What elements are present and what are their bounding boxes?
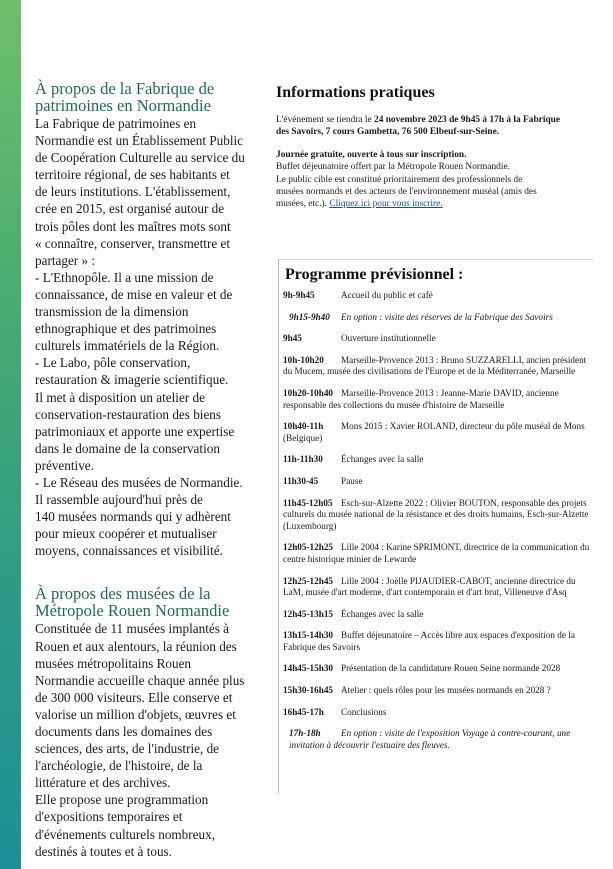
program-row [279, 685, 593, 697]
program-row [279, 333, 593, 345]
program-description: Atelier : quels rôles pour les musées normands en 2028 ? [341, 685, 551, 696]
program-row [279, 663, 593, 675]
program-time: 11h45-12h05 [283, 497, 333, 508]
program-time: 12h25-12h45 [283, 575, 334, 586]
venue-address: des Savoirs, 7 cours Gambetta, 76 500 Elbeuf-sur-Seine. [276, 127, 500, 138]
free-entry-text: Journée gratuite, ouverte à tous sur inscription. [276, 149, 467, 160]
lunch-note: Buffet déjeunatoire offert par la Métropole Rouen Normandie. [276, 162, 510, 173]
program-description: Marseille-Provence 2013 : Bruno SUZZARELLI, ancien président du Mucem, musée des civilisations de l'Europe et de la Méditerranée, Marseille [283, 354, 587, 377]
program-description: En option : visite des réserves de la Fabrique des Savoirs [341, 311, 553, 322]
venue-prefix: L'événement se tiendra le [276, 115, 374, 125]
program-box [278, 259, 593, 793]
program-time: 10h-10h20 [283, 354, 324, 365]
program-time: 15h30-16h45 [283, 685, 334, 696]
program-description: Ouverture institutionnelle [341, 333, 436, 344]
program-row [279, 312, 593, 324]
program-time: 9h15-9h40 [289, 311, 330, 322]
program-list [279, 290, 593, 751]
program-row [279, 421, 593, 444]
program-row [279, 388, 593, 411]
program-description: Conclusions [341, 706, 387, 717]
program-time: 12h45-13h15 [283, 608, 334, 619]
program-description: Lille 2004 : Joëlle PIJAUDIER-CABOT, ancienne directrice du LaM, musée d'art moderne, d'art contemporain et d'art brut, Villeneuve d'Asq [283, 575, 576, 598]
musees-section [35, 585, 263, 859]
program-time: 10h20-10h40 [283, 387, 334, 398]
program-time: 12h05-12h25 [283, 542, 334, 553]
program-time: 16h45-17h [283, 706, 324, 717]
public-line-2: musées normands et des acteurs de l'environnement muséal (amis des [276, 187, 537, 198]
program-description: Buffet déjeunatoire – Accès libre aux espaces d'exposition de la Fabrique des Savoirs [283, 630, 575, 652]
program-time: 13h15-14h30 [283, 630, 334, 641]
program-time: 17h-18h [289, 728, 321, 739]
program-description: Échanges avec la salle [341, 454, 424, 465]
program-description: En option : visite de l'exposition Voyage à contre-courant, une invitation à découvrir l'estuaire des fleuves. [289, 728, 571, 750]
fabrique-body: La Fabrique de patrimoines en Normandie est un Établissement Public de Coopération Culturelle au service du territoire régional, de ses habitants et de leurs institutions. L'établissement, crée en 2015, est organisé autour de trois pôles dont les maîtres mots sont « connaître, conserver, transmettre et partager » : - L'Ethnopôle. Il a une mission de connaissance, de mise en valeur et de transmission de la dimension ethnographique et des patrimoines culturels immatériels de la Région. - Le Labo, pôle conservation, restauration & imagerie scientifique. Il met à disposition un atelier de conservation-restauration des biens patrimoniaux et apporte une expertise dans le domaine de la conservation préventive. - Le Réseau des musées de Normandie. Il rassemble aujourd'hui près de 140 musées normands qui y adhèrent pour mieux coopérer et mutualiser moyens, connaissances et visibilité. [35, 116, 245, 559]
program-time: 9h45 [283, 333, 302, 344]
program-description: Lille 2004 : Karine SPRIMONT, directrice de la communication du centre historique minier de Lewarde [283, 542, 590, 564]
program-description: Esch-sur-Alzette 2022 : Olivier BOUTON, responsable des projets culturels du musée national de la résistance et des droits humains, Esch-sur-Alzette (Luxembourg) [283, 497, 589, 531]
program-heading: Programme prévisionnel : [285, 266, 464, 283]
program-description: Marseille-Provence 2013 : Jeanne-Marie DAVID, ancienne responsable des collections du musée d'histoire de Marseille [283, 387, 559, 410]
public-line-1: Le public cible est constitué prioritairement des professionnels de [276, 174, 523, 185]
venue-text [276, 114, 591, 139]
info-heading: Informations pratiques [276, 84, 435, 101]
program-row [279, 576, 593, 599]
fabrique-heading: À propos de la Fabrique de patrimoines en Normandie [35, 79, 215, 115]
public-line-3-text: musées, etc.). [276, 199, 330, 210]
practical-info [276, 84, 591, 211]
register-link[interactable]: Cliquez ici pour vous inscrire. [329, 199, 443, 210]
decorative-sidebar [0, 0, 21, 869]
program-description: Pause [341, 475, 363, 486]
program-time: 10h40-11h [283, 421, 324, 432]
musees-heading: À propos des musées de la Métropole Rouen Normandie [35, 584, 230, 621]
free-entry [276, 149, 591, 161]
program-description: Accueil du public et café [341, 290, 433, 300]
program-row [279, 498, 593, 533]
program-row [279, 707, 593, 719]
program-time: 11h30-45 [283, 475, 319, 486]
program-row [279, 454, 593, 466]
program-row [279, 728, 593, 751]
program-time: 14h45-15h30 [283, 663, 334, 674]
fabrique-section [35, 80, 263, 559]
program-row [279, 290, 593, 302]
public-line-3 [276, 198, 591, 210]
program-row [279, 476, 593, 488]
program-row [279, 355, 593, 378]
musees-body: Constituée de 11 musées implantés à Rouen et aux alentours, la réunion des musées métropolitains Rouen Normandie accueille chaque année plus de 300 000 visiteurs. Elle conserve et valorise un million d'objets, œuvres et documents dans les domaines des sciences, des arts, de l'industrie, de l'archéologie, de l'histoire, de la littérature et des archives. Elle propose une programmation d'expositions temporaires et d'événements culturels nombreux, destinés à toutes et à tous. [35, 621, 245, 859]
program-description: Présentation de la candidature Rouen Seine normande 2028 [341, 663, 561, 674]
left-column [35, 80, 263, 860]
program-row [279, 542, 593, 565]
program-row [279, 630, 593, 653]
program-description: Mons 2015 : Xavier ROLAND, directeur du pôle muséal de Mons (Belgique) [283, 421, 585, 443]
program-row [279, 609, 593, 621]
venue-date: 24 novembre 2023 de 9h45 à 17h à la Fabrique [374, 115, 561, 125]
program-time: 9h-9h45 [283, 290, 315, 300]
program-time: 11h-11h30 [283, 454, 323, 465]
program-description: Échanges avec la salle [341, 608, 424, 619]
